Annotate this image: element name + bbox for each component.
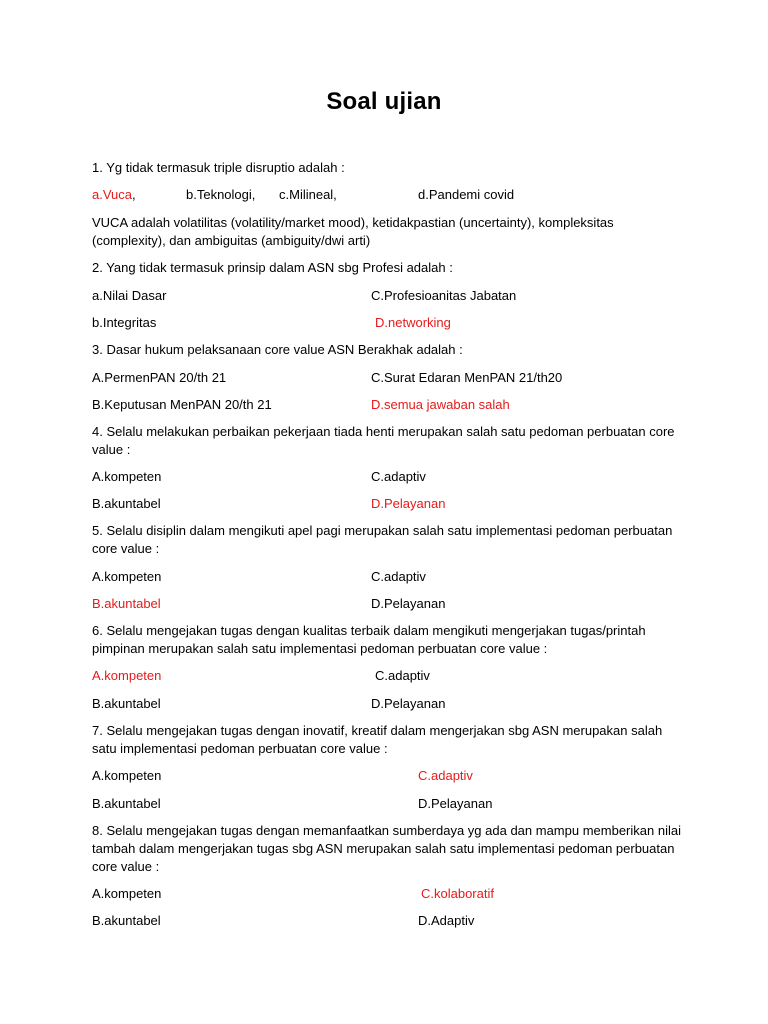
q8-option-d: D.Adaptiv	[418, 913, 475, 928]
q7-option-c-answer: C.adaptiv	[418, 768, 473, 783]
question-5: 5. Selalu disiplin dalam mengikuti apel pagi merupakan salah satu implementasi pedoman perbuatan core value :	[92, 523, 673, 556]
q3-option-d-answer: D.semua jawaban salah	[371, 397, 510, 412]
q7-option-b: B.akuntabel	[92, 796, 161, 811]
question-8: 8. Selalu mengejakan tugas dengan memanfaatkan sumberdaya yg ada dan mampu memberikan nilai tambah dalam mengerjakan tugas sbg ASN merupakan salah satu implementasi pedoman perbuatan core value :	[92, 823, 681, 874]
q1-explanation: VUCA adalah volatilitas (volatility/market mood), ketidakpastian (uncertainty), kompleksitas (complexity), dan ambiguitas (ambiguity/dwi arti)	[92, 215, 614, 248]
q2-option-b: b.Integritas	[92, 315, 157, 330]
q3-option-a: A.PermenPAN 20/th 21	[92, 370, 227, 385]
question-4: 4. Selalu melakukan perbaikan pekerjaan tiada henti merupakan salah satu pedoman perbuatan core value :	[92, 424, 675, 457]
q6-option-a-answer: A.kompeten	[92, 668, 162, 683]
q7-option-d: D.Pelayanan	[418, 796, 493, 811]
question-3: 3. Dasar hukum pelaksanaan core value ASN Berakhak adalah :	[92, 342, 463, 357]
q1-option-c: c.Milineal,	[279, 187, 337, 202]
q2-option-a: a.Nilai Dasar	[92, 288, 167, 303]
q1-option-d: d.Pandemi covid	[418, 187, 515, 202]
q5-option-a: A.kompeten	[92, 569, 162, 584]
q8-option-a: A.kompeten	[92, 886, 162, 901]
q5-option-d: D.Pelayanan	[371, 596, 446, 611]
q8-option-c-answer: C.kolaboratif	[421, 886, 494, 901]
question-1: 1. Yg tidak termasuk triple disruptio adalah :	[92, 160, 345, 175]
q2-option-d-answer: D.networking	[375, 315, 451, 330]
q1-option-a-comma: ,	[132, 187, 136, 202]
q4-option-d-answer: D.Pelayanan	[371, 496, 446, 511]
q6-option-b: B.akuntabel	[92, 696, 161, 711]
q1-option-a	[92, 186, 136, 204]
q4-option-c: C.adaptiv	[371, 469, 426, 484]
q3-option-b: B.Keputusan MenPAN 20/th 21	[92, 397, 272, 412]
q2-option-c: C.Profesioanitas Jabatan	[371, 288, 517, 303]
q3-option-c: C.Surat Edaran MenPAN 21/th20	[371, 370, 563, 385]
page-title: Soal ujian	[326, 88, 442, 115]
q1-option-b: b.Teknologi,	[186, 187, 256, 202]
q6-option-c: C.adaptiv	[375, 668, 430, 683]
question-2: 2. Yang tidak termasuk prinsip dalam ASN sbg Profesi adalah :	[92, 260, 453, 275]
q8-option-b: B.akuntabel	[92, 913, 161, 928]
q4-option-b: B.akuntabel	[92, 496, 161, 511]
q1-option-a-answer: a.Vuca	[92, 187, 132, 202]
question-6: 6. Selalu mengejakan tugas dengan kualitas terbaik dalam mengikuti mengerjakan tugas/printah pimpinan merupakan salah satu implementasi pedoman perbuatan core value :	[92, 623, 646, 656]
question-7: 7. Selalu mengejakan tugas dengan inovatif, kreatif dalam mengerjakan sbg ASN merupakan salah satu implementasi pedoman perbuatan core value :	[92, 723, 663, 756]
q7-option-a: A.kompeten	[92, 768, 162, 783]
q5-option-b-answer: B.akuntabel	[92, 596, 161, 611]
q4-option-a: A.kompeten	[92, 469, 162, 484]
q6-option-d: D.Pelayanan	[371, 696, 446, 711]
q5-option-c: C.adaptiv	[371, 569, 426, 584]
